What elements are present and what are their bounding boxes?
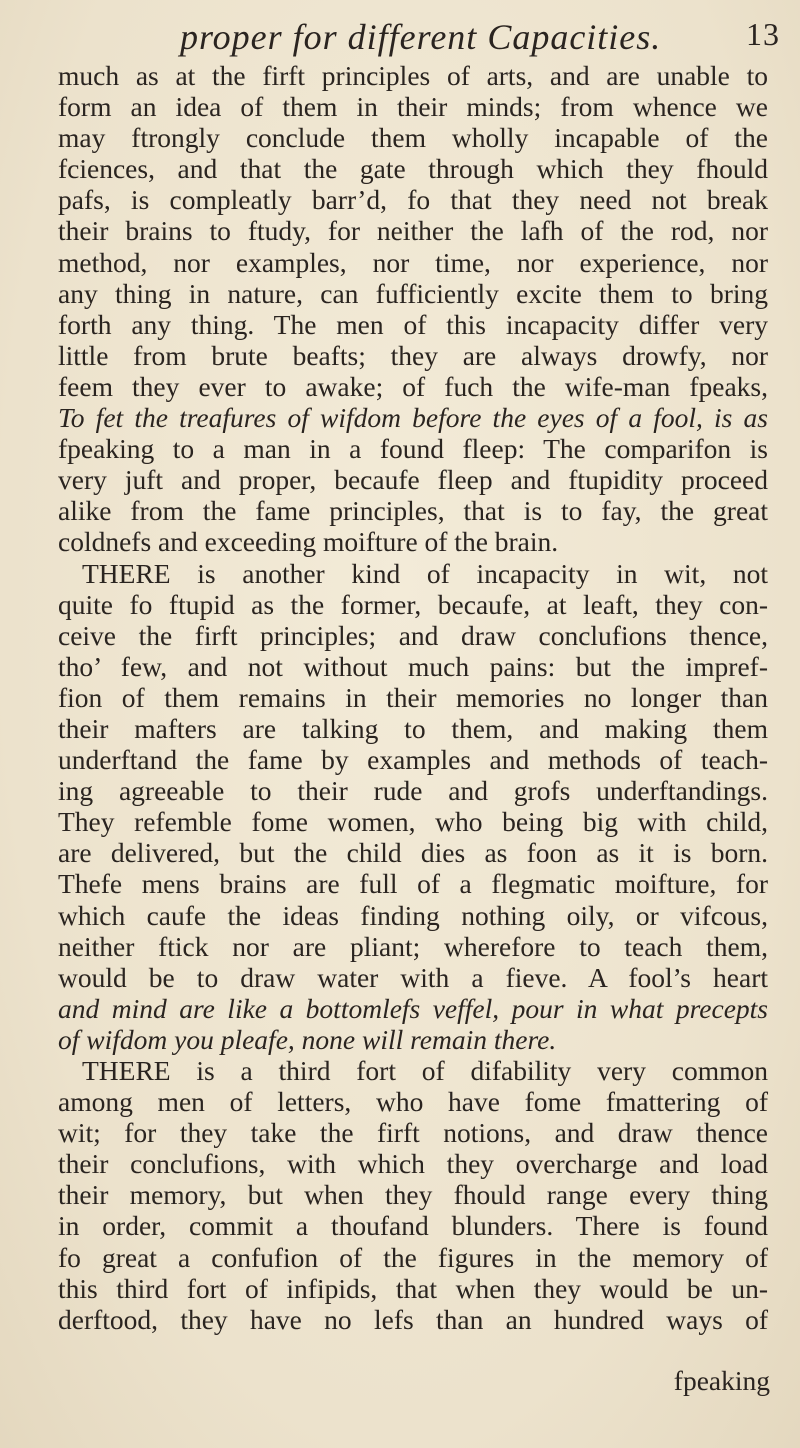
text-line: alike from the fame principles, that is to fay, the great — [58, 495, 768, 527]
text-line: fciences, and that the gate through which they fhould — [58, 153, 768, 185]
text-line: ceive the firft principles; and draw conclufions thence, — [58, 619, 768, 651]
text-line: are delivered, but the child dies as foon as it is born. — [58, 837, 768, 869]
text-line: among men of letters, who have fome fmattering of — [58, 1086, 768, 1118]
page-number: 13 — [746, 16, 780, 52]
text-line: quite fo ftupid as the former, becaufe, at leaft, they con- — [58, 588, 768, 620]
text-line: underftand the fame by examples and methods of teach- — [58, 744, 768, 776]
text-line: very juft and proper, becaufe fleep and ftupidity proceed — [58, 464, 768, 496]
text-line: tho’ few, and not without much pains: but the impref- — [58, 650, 768, 682]
text-line: which caufe the ideas finding nothing oily, or vifcous, — [58, 899, 768, 931]
text-line: in order, commit a thoufand blunders. There is found — [58, 1210, 768, 1242]
text-line: derftood, they have no lefs than an hundred ways of — [58, 1303, 768, 1335]
text-line: their brains to ftudy, for neither the lafh of the rod, nor — [58, 215, 768, 247]
text-line: their memory, but when they fhould range every thing — [58, 1179, 768, 1211]
text-line: neither ftick nor are pliant; wherefore to teach them, — [58, 930, 768, 962]
text-line: would be to draw water with a fieve. A fool’s heart — [58, 961, 768, 993]
text-line: To fet the treafures of wifdom before the eyes of a fool, is as — [58, 402, 768, 434]
text-line: forth any thing. The men of this incapacity differ very — [58, 308, 768, 340]
text-line: of wifdom you pleafe, none will remain there. — [58, 1023, 557, 1055]
text-line: method, nor examples, nor time, nor experience, nor — [58, 246, 768, 278]
text-line: their mafters are talking to them, and making them — [58, 712, 768, 744]
text-line: wit; for they take the firft notions, and draw thence — [58, 1117, 768, 1149]
catchword: fpeaking — [673, 1365, 770, 1396]
text-line: THERE is a third fort of difability very common — [82, 1055, 768, 1086]
text-line: pafs, is compleatly barr’d, fo that they need not break — [58, 184, 768, 216]
text-line: fion of them remains in their memories no longer than — [58, 681, 768, 713]
text-line: Thefe mens brains are full of a flegmatic moifture, for — [58, 868, 768, 900]
text-line: their conclufions, with which they overcharge and load — [58, 1148, 768, 1180]
text-line: feem they ever to awake; of fuch the wife-man fpeaks, — [58, 370, 768, 402]
text-line: THERE is another kind of incapacity in wit, not — [82, 557, 768, 589]
text-line: and mind are like a bottomlefs veffel, pour in what precepts — [58, 992, 768, 1024]
text-line: much as at the firft principles of arts, and are unable to — [58, 60, 768, 91]
text-line: fo great a confufion of the figures in the memory of — [58, 1241, 768, 1273]
body-text — [58, 60, 768, 1335]
text-line: may ftrongly conclude them wholly incapable of the — [58, 122, 768, 154]
text-line: They refemble fome women, who being big with child, — [58, 806, 768, 838]
text-line: this third fort of infipids, that when they would be un- — [58, 1272, 768, 1304]
text-line: coldnefs and exceeding moifture of the brain. — [58, 526, 559, 558]
text-line: ing agreeable to their rude and grofs underftandings. — [58, 775, 768, 807]
page-header — [140, 16, 780, 64]
text-line: form an idea of them in their minds; from whence we — [58, 91, 768, 123]
text-line: fpeaking to a man in a found fleep: The comparifon is — [58, 433, 768, 465]
text-line: little from brute beafts; they are always drowfy, nor — [58, 339, 768, 371]
running-title: proper for different Capacities. — [180, 17, 662, 57]
text-line: any thing in nature, can fufficiently excite them to bring — [58, 277, 768, 309]
